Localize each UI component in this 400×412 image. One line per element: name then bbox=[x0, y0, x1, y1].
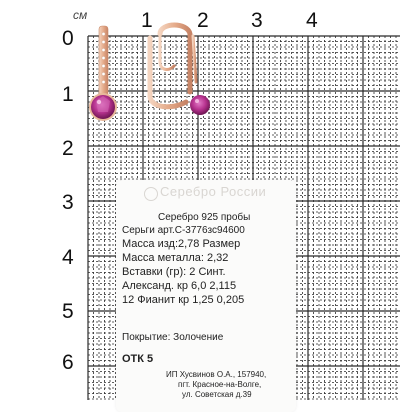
tag-maker-line1: ИП Хусвинов О.А., 157940, bbox=[166, 370, 267, 379]
x-tick-2: 2 bbox=[197, 9, 209, 32]
brand-logo-icon bbox=[144, 187, 158, 201]
tag-article: Серьги арт.С-3776зс94600 bbox=[122, 225, 245, 236]
tag-coating: Покрытие: Золочение bbox=[122, 332, 224, 343]
unit-label: см bbox=[73, 8, 88, 22]
left-earring bbox=[89, 26, 117, 121]
tag-inserts: Вставки (гр): 2 Синт. bbox=[122, 266, 226, 278]
tag-maker-line3: ул. Советская д.39 bbox=[182, 390, 252, 399]
y-tick-3: 3 bbox=[62, 191, 74, 214]
tag-stone1: Александ. кр 6,0 2,115 bbox=[122, 280, 237, 292]
right-earring bbox=[150, 25, 196, 107]
tag-stone2: 12 Фианит кр 1,25 0,205 bbox=[122, 294, 245, 306]
brand-watermark: Серебро России bbox=[160, 184, 267, 199]
tag-mass-product: Масса изд:2,78 Размер bbox=[122, 238, 241, 250]
y-tick-2: 2 bbox=[62, 137, 74, 160]
tag-maker-line2: пгт. Красное-на-Волге, bbox=[178, 380, 262, 389]
tag-mass-metal: Масса металла: 2,32 bbox=[122, 252, 229, 264]
x-tick-3: 3 bbox=[251, 9, 263, 32]
tag-title: Серебро 925 пробы bbox=[158, 212, 251, 223]
y-tick-4: 4 bbox=[62, 246, 74, 269]
x-tick-4: 4 bbox=[306, 9, 318, 32]
y-tick-5: 5 bbox=[62, 300, 74, 323]
y-tick-6: 6 bbox=[62, 351, 74, 374]
tag-otk: ОТК 5 bbox=[122, 353, 154, 365]
y-tick-1: 1 bbox=[62, 83, 74, 106]
x-tick-1: 1 bbox=[141, 9, 153, 32]
y-tick-0: 0 bbox=[62, 27, 74, 50]
